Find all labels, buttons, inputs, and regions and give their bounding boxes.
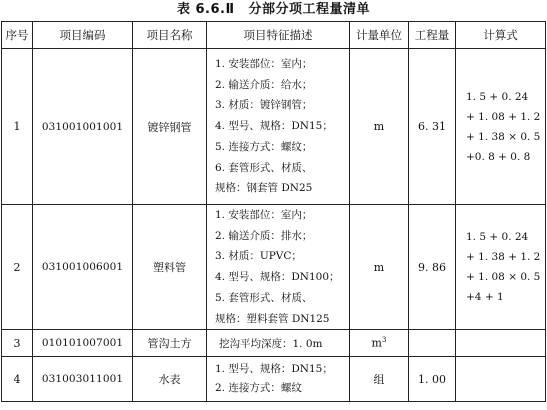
header-unit: 计量单位 <box>350 22 409 49</box>
row-formula <box>456 49 546 205</box>
row-quantity: 9. 86 <box>409 205 456 330</box>
row-description <box>207 330 350 357</box>
description-line: 4. 型号、规格：DN100； <box>215 271 340 284</box>
row-quantity: 1. 00 <box>409 357 456 402</box>
table-row <box>2 205 546 330</box>
row-quantity: 6. 31 <box>409 49 456 205</box>
header-quantity: 工程量 <box>409 22 456 49</box>
formula-line: + 1. 38 + 1. 2 <box>466 251 541 264</box>
description-line: 挖沟平均深度：1. 0m <box>219 337 323 350</box>
row-code: 010101007001 <box>33 330 133 357</box>
row-index: 4 <box>2 357 33 402</box>
description-line: 1. 型号、规格：DN15； <box>215 363 333 376</box>
description-line: 规格：塑料套管 DN125 <box>215 312 330 325</box>
description-line: 3. 材质：UPVC； <box>215 250 302 263</box>
header-description: 项目特征描述 <box>207 22 350 49</box>
formula-line: +4 + 1 <box>466 291 504 304</box>
table-row <box>2 357 546 402</box>
header-row <box>2 22 546 49</box>
formula-line: + 1. 08 × 0. 5 <box>466 271 541 284</box>
table-number: 表 6.6.Ⅱ <box>176 2 235 17</box>
header-index: 序号 <box>2 22 33 49</box>
row-formula <box>456 330 546 357</box>
description-line: 6. 套管形式、材质、 <box>215 161 313 174</box>
row-name: 镀锌钢管 <box>133 49 207 205</box>
formula-line: 1. 5 + 0. 24 <box>466 231 529 244</box>
formula-line: + 1. 08 + 1. 2 <box>466 110 541 123</box>
row-formula <box>456 205 546 330</box>
description-line: 3. 材质：镀锌钢管； <box>215 99 313 112</box>
description-line: 2. 输送介质：给水； <box>215 78 313 91</box>
bill-of-quantities-table <box>1 21 546 402</box>
row-quantity <box>409 330 456 357</box>
formula-line: 1. 5 + 0. 24 <box>466 90 529 103</box>
row-description <box>207 49 350 205</box>
description-line: 4. 型号、规格：DN15； <box>215 120 333 133</box>
description-line: 1. 安装部位：室内； <box>215 209 313 221</box>
row-name: 塑料管 <box>133 205 207 330</box>
row-unit: m <box>350 49 409 205</box>
row-unit: m <box>350 205 409 330</box>
table-row <box>2 330 546 357</box>
row-index: 2 <box>2 205 33 330</box>
row-name: 管沟土方 <box>133 330 207 357</box>
description-line: 2. 输送介质：排水； <box>215 229 313 242</box>
formula-line: + 1. 38 × 0. 5 <box>466 130 541 143</box>
unit-text: m <box>371 337 382 351</box>
row-unit <box>350 330 409 357</box>
row-code: 031001001001 <box>33 49 133 205</box>
row-name: 水表 <box>133 357 207 402</box>
row-description <box>207 205 350 330</box>
description-line: 2. 连接方式：螺纹 <box>215 382 302 395</box>
row-unit: 组 <box>350 357 409 402</box>
description-line: 5. 连接方式：螺纹； <box>215 140 313 153</box>
row-code: 031001006001 <box>33 205 133 330</box>
header-code: 项目编码 <box>33 22 133 49</box>
row-description <box>207 357 350 402</box>
formula-line: +0. 8 + 0. 8 <box>466 150 531 163</box>
row-index: 3 <box>2 330 33 357</box>
row-code: 031003011001 <box>33 357 133 402</box>
description-line: 规格：钢套管 DN25 <box>215 182 313 195</box>
table-caption <box>0 0 547 20</box>
unit-superscript: 3 <box>381 336 387 345</box>
row-index: 1 <box>2 49 33 205</box>
row-formula <box>456 357 546 402</box>
header-name: 项目名称 <box>133 22 207 49</box>
table-row <box>2 49 546 205</box>
description-line: 1. 安装部位：室内； <box>215 58 313 71</box>
header-formula: 计算式 <box>456 22 546 49</box>
table-title: 分部分项工程量清单 <box>248 2 371 17</box>
description-line: 5. 套管形式、材质、 <box>215 291 313 304</box>
